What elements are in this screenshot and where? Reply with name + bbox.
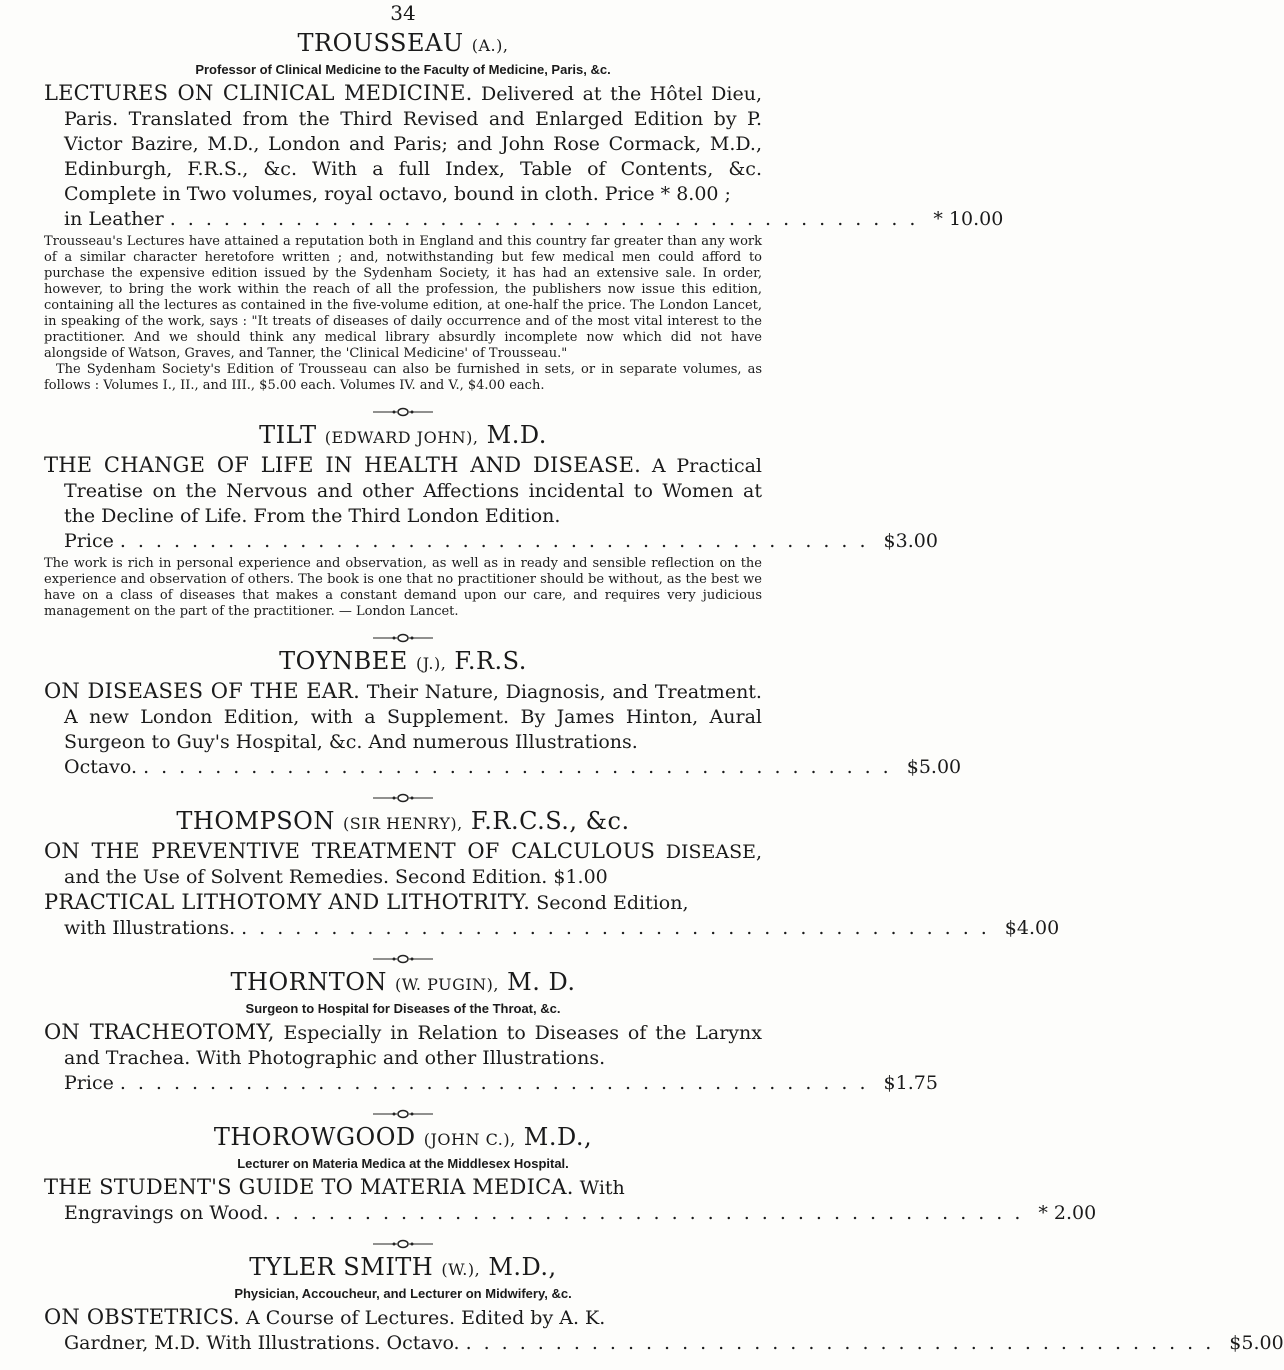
- author-heading: [44, 967, 762, 1000]
- book-title-caps: ON THE PREVENTIVE TREATMENT OF CALCULOUS: [44, 839, 656, 863]
- author-heading: [44, 420, 762, 453]
- book-title-rest: Especially in Relation to Diseases of the Larynx and Trachea. With Photographic and other Illustrations.: [64, 1022, 762, 1069]
- price-value: $3.00: [883, 530, 938, 552]
- author-initials: (A.),: [471, 36, 509, 55]
- book-description: Trousseau's Lectures have attained a reputation both in England and this country far greater than any work of a similar character heretofore written ; and, notwithstanding but few medical men could afford to purchase the expensive edition issued by the Sydenham Society, it has had an extensive sale. In order, however, to bring the work within the reach of all the profession, the publishers now issue this edition, containing all the lectures as contained in the five-volume edition, at one-half the price. The London Lancet, in speaking of the work, says : "It treats of diseases of daily occurrence and of the most vital interest to the practitioner. And we should think any medical library absurdly incomplete now which did not have alongside of Watson, Graves, and Tanner, the 'Clinical Medicine' of Trousseau.": [44, 234, 762, 361]
- leader-dots: ..........................................: [241, 917, 999, 939]
- author-affiliation: Surgeon to Hospital for Diseases of the Throat, &c.: [245, 1001, 561, 1016]
- author-heading: [44, 646, 762, 679]
- book-title-caps: THE STUDENT'S GUIDE TO MATERIA MEDICA.: [44, 1175, 574, 1199]
- price-line: [44, 916, 1060, 941]
- book-title-rest: A Course of Lectures. Edited by A. K.: [239, 1307, 606, 1329]
- price-line: [44, 1201, 1097, 1226]
- price-label: Gardner, M.D. With Illustrations. Octavo.: [64, 1332, 460, 1354]
- author-affiliation: Lecturer on Materia Medica at the Middlesex Hospital.: [237, 1156, 569, 1171]
- author-degree: M.D.: [478, 421, 547, 449]
- price-line: [44, 207, 1004, 232]
- book-description-note: The Sydenham Society's Edition of Trousseau can also be furnished in sets, or in separate volumes, as follows : Volumes I., II., and III., $5.00 each. Volumes IV. and V., $4.00 each.: [44, 362, 762, 393]
- price-value: $4.00: [1004, 917, 1060, 939]
- price-label: Octavo.: [64, 756, 138, 778]
- catalog-entry-trousseau: [44, 28, 1004, 394]
- price-label: Price: [64, 1072, 114, 1094]
- author-initials: (W. PUGIN),: [395, 975, 499, 994]
- author-heading: [44, 806, 762, 839]
- book-title-caps: THE CHANGE OF LIFE IN HEALTH AND DISEASE.: [44, 453, 641, 477]
- price-label: with Illustrations.: [64, 917, 236, 939]
- catalog-entry-tyler-smith: [44, 1252, 1284, 1356]
- author-degree: M. D.: [499, 968, 576, 996]
- ornament-divider: [44, 1104, 762, 1114]
- leader-dots: ..........................................: [465, 1332, 1224, 1354]
- author-initials: (J.),: [415, 654, 447, 673]
- price-label: in Leather: [64, 208, 164, 230]
- catalog-entry-tilt: [44, 420, 938, 620]
- book-title-caps: ON TRACHEOTOMY,: [44, 1020, 275, 1044]
- author-name: THORNTON: [230, 968, 387, 996]
- book-title-rest: Second Edition,: [530, 892, 689, 914]
- catalog-entry-thornton: [44, 967, 938, 1096]
- author-affiliation: Physician, Accoucheur, and Lecturer on Midwifery, &c.: [234, 1286, 572, 1301]
- author-degree: M.D.,: [515, 1123, 593, 1151]
- leader-dots: ..........................................: [119, 530, 878, 552]
- book-title: [44, 1305, 762, 1331]
- book-title: [44, 453, 762, 529]
- author-name: THOROWGOOD: [213, 1123, 416, 1151]
- author-degree: F.R.S.: [446, 647, 527, 675]
- price-label: Price: [64, 530, 114, 552]
- ornament-divider: [44, 788, 762, 798]
- price-label: Engravings on Wood.: [64, 1202, 269, 1224]
- author-initials: (W.),: [441, 1260, 481, 1279]
- catalog-entry-thompson: [44, 806, 1060, 941]
- book-title-caps: PRACTICAL LITHOTOMY AND LITHOTRITY.: [44, 890, 531, 914]
- book-title-rest: With: [573, 1177, 625, 1199]
- leader-dots: ..........................................: [143, 756, 901, 778]
- book-title-caps: ON OBSTETRICS.: [44, 1305, 240, 1329]
- author-degree: F.R.C.S., &c.: [462, 807, 630, 835]
- author-heading: [44, 1122, 762, 1155]
- author-name: TILT: [259, 421, 317, 449]
- book-title-second: [44, 890, 762, 916]
- author-name: TYLER SMITH: [249, 1253, 434, 1281]
- catalog-entry-toynbee: [44, 646, 962, 780]
- price-line: [44, 755, 962, 780]
- ornament-divider: [44, 402, 762, 412]
- author-initials: (EDWARD JOHN),: [324, 428, 479, 447]
- book-title-rest: A Practical Treatise on the Nervous and other Affections incidental to Women at the Decline of Life. From the Third London Edition.: [64, 455, 762, 527]
- catalog-entry-thorowgood: [44, 1122, 1097, 1226]
- price-value: * 2.00: [1038, 1202, 1097, 1224]
- price-value: $5.00: [906, 756, 962, 778]
- price-value: $5.00: [1229, 1332, 1284, 1354]
- ornament-divider: [44, 949, 762, 959]
- book-title: [44, 1175, 762, 1201]
- leader-dots: ..........................................: [169, 208, 928, 230]
- author-name: TOYNBEE: [279, 647, 408, 675]
- book-title-rest: DISEASE, and the Use of Solvent Remedies. Second Edition. $1.00: [64, 841, 763, 888]
- ornament-divider: [44, 628, 762, 638]
- book-title: [44, 839, 762, 890]
- book-title: [44, 679, 762, 755]
- author-name: THOMPSON: [176, 807, 335, 835]
- book-title: [44, 81, 762, 207]
- price-line: [44, 1331, 1284, 1356]
- author-heading: [44, 28, 762, 61]
- page-number: 34: [390, 1, 416, 25]
- author-affiliation: Professor of Clinical Medicine to the Faculty of Medicine, Paris, &c.: [195, 62, 611, 77]
- book-title-rest: Delivered at the Hôtel Dieu, Paris. Translated from the Third Revised and Enlarged Edition by P. Victor Bazire, M.D., London and Paris; and John Rose Cormack, M.D., Edinburgh, F.R.S., &c. With a full Index, Table of Contents, &c. Complete in Two volumes, royal octavo, bound in cloth. Price * 8.00 ;: [64, 83, 763, 205]
- price-line: [44, 1071, 938, 1096]
- leader-dots: ..........................................: [274, 1202, 1033, 1224]
- book-title-rest: Their Nature, Diagnosis, and Treatment. A new London Edition, with a Supplement. By James Hinton, Aural Surgeon to Guy's Hospital, &c. And numerous Illustrations.: [64, 681, 762, 753]
- author-initials: (JOHN C.),: [423, 1130, 516, 1149]
- ornament-divider: [44, 1234, 762, 1244]
- author-name: TROUSSEAU: [297, 29, 464, 57]
- price-value: $1.75: [883, 1072, 938, 1094]
- author-degree: M.D.,: [480, 1253, 557, 1281]
- book-title-caps: LECTURES ON CLINICAL MEDICINE.: [44, 81, 473, 105]
- author-initials: (SIR HENRY),: [342, 814, 463, 833]
- price-line: [44, 529, 938, 554]
- leader-dots: ..........................................: [119, 1072, 878, 1094]
- author-heading: [44, 1252, 762, 1285]
- book-title-caps: ON DISEASES OF THE EAR.: [44, 679, 361, 703]
- price-value: * 10.00: [933, 208, 1004, 230]
- book-description: The work is rich in personal experience and observation, as well as in ready and sensible reflection on the experience and observation of others. The book is one that no practitioner should be without, as the best we have on a class of diseases that makes a constant demand upon our care, and requires very judicious management on the part of the practitioner. — London Lancet.: [44, 556, 762, 619]
- book-title: [44, 1020, 762, 1071]
